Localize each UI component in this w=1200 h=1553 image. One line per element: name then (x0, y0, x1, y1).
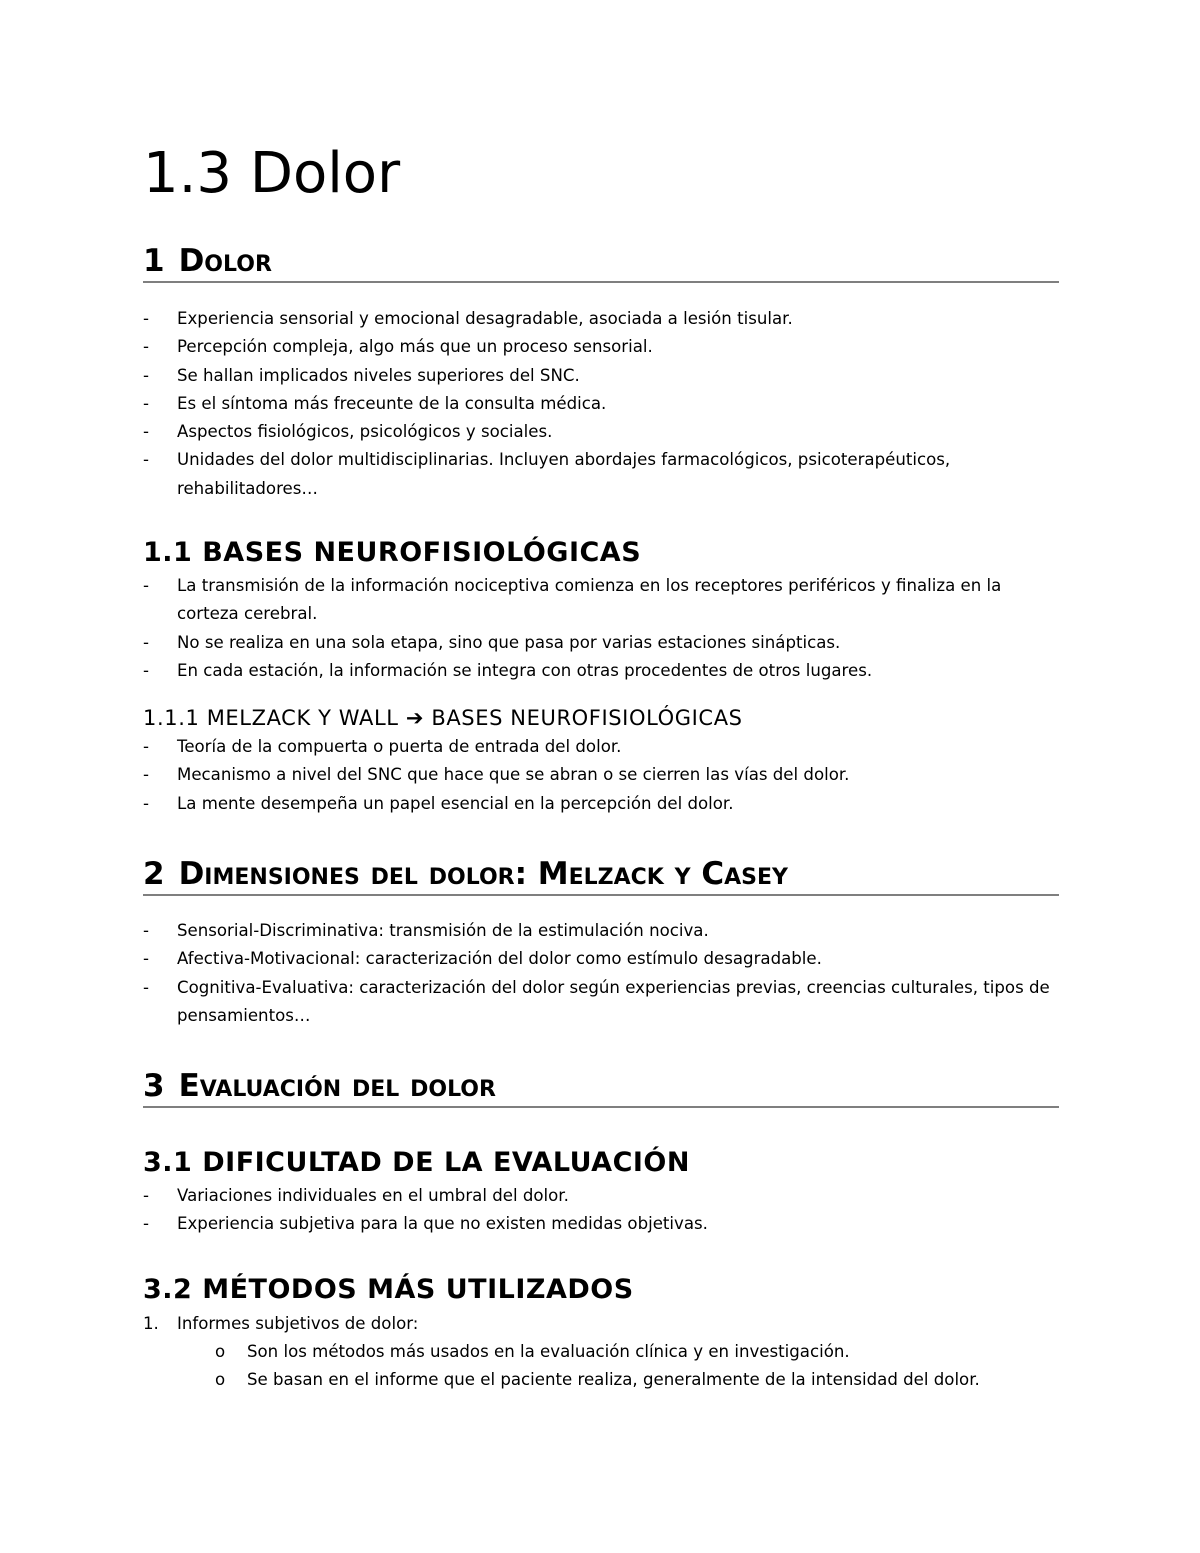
document-title: 1.3 Dolor (143, 141, 401, 206)
subsection-1-1-heading: 1.1 BASES NEUROFISIOLÓGICAS (143, 537, 642, 568)
list-item: - Es el síntoma más freceunte de la consulta médica. (143, 393, 607, 413)
list-item: 1. Informes subjetivos de dolor: (143, 1314, 419, 1333)
list-item: - Sensorial-Discriminativa: transmisión de la estimulación nociva. (143, 921, 709, 940)
list-item: - La mente desempeña un papel esencial en la percepción del dolor. (143, 793, 734, 813)
section-number: 2 (143, 856, 165, 892)
subsection-3-2-sub-list (143, 1338, 1059, 1395)
list-item: - Variaciones individuales en el umbral del dolor. (143, 1186, 569, 1205)
list-item: - No se realiza en una sola etapa, sino que pasa por varias estaciones sinápticas. (143, 632, 841, 652)
list-item: o Se basan en el informe que el paciente realiza, generalmente de la intensidad del dolor. (215, 1370, 980, 1390)
list-item: - Aspectos fisiológicos, psicológicos y sociales. (143, 422, 553, 442)
section-3-heading (143, 1066, 1059, 1108)
subsection-1-1-1-list (143, 733, 1059, 818)
list-item: - Experiencia sensorial y emocional desagradable, asociada a lesión tisular. (143, 309, 793, 328)
section-title: Evaluación del dolor (178, 1068, 496, 1104)
section-number: 1 (143, 243, 165, 279)
subsection-3-2-heading: 3.2 MÉTODOS MÁS UTILIZADOS (143, 1274, 634, 1305)
list-item: - En cada estación, la información se integra con otras procedentes de otros lugares. (143, 660, 873, 680)
list-item: - Mecanismo a nivel del SNC que hace que se abran o se cierren las vías del dolor. (143, 765, 850, 785)
section-title: Dimensiones del dolor: Melzack y Casey (178, 856, 788, 892)
list-item: - Cognitiva-Evaluativa: caracterización del dolor según experiencias previas, creencias culturales, tipos de pensamientos… (143, 977, 1050, 1025)
subsection-1-1-1-heading: 1.1.1 MELZACK Y WALL ➔ BASES NEUROFISIOLÓGICAS (143, 706, 743, 730)
list-item: - Unidades del dolor multidisciplinarias. Incluyen abordajes farmacológicos, psicoterapéuticos, rehabilitadores… (143, 450, 951, 498)
section-title: Dolor (178, 243, 272, 279)
section-number: 3 (143, 1068, 165, 1104)
section-1-list (143, 305, 1059, 503)
list-item: - Percepción compleja, algo más que un proceso sensorial. (143, 337, 653, 357)
list-item: - Experiencia subjetiva para la que no existen medidas objetivas. (143, 1214, 708, 1234)
list-item: - La transmisión de la información nociceptiva comienza en los receptores periféricos y finaliza en la corteza cerebral. (143, 576, 1002, 624)
list-item: - Se hallan implicados niveles superiores del SNC. (143, 365, 580, 385)
subsection-3-2-numbered-list (143, 1310, 1059, 1338)
list-item: - Teoría de la compuerta o puerta de entrada del dolor. (143, 737, 622, 756)
section-1-heading (143, 241, 1059, 283)
list-item: o Son los métodos más usados en la evaluación clínica y en investigación. (215, 1342, 850, 1361)
subsection-3-1-heading: 3.1 DIFICULTAD DE LA EVALUACIÓN (143, 1147, 690, 1178)
subsection-3-1-list (143, 1182, 1059, 1239)
subsection-1-1-list (143, 572, 1059, 685)
list-item: - Afectiva-Motivacional: caracterización del dolor como estímulo desagradable. (143, 949, 822, 969)
section-2-heading (143, 854, 1059, 896)
section-2-list (143, 917, 1059, 1030)
